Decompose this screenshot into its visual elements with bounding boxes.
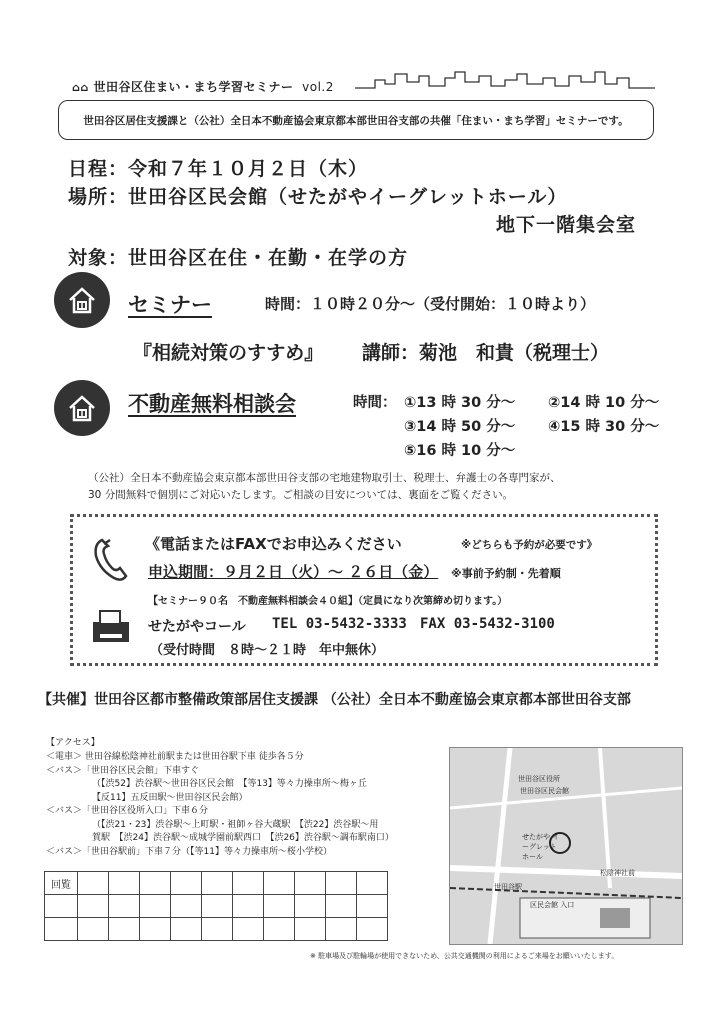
- apply-tel: TEL 03-5432-3333: [272, 616, 407, 632]
- access-map: [449, 747, 683, 945]
- consultation-note-line2: 30 分間無料で個別にご対応いたします。ご相談の目安については、裏面をご覧ください。: [88, 489, 514, 501]
- event-place: 場所：世田谷区民会館（せたがやイーグレットホール）: [68, 186, 568, 208]
- apply-period-note: ※事前予約制・先着順: [451, 567, 561, 580]
- slot-5: ⑤16 時 10 分～: [404, 443, 516, 459]
- apply-hours: （受付時間 ８時～２１時 年中無休）: [150, 643, 385, 658]
- access-title: 【アクセス】: [46, 738, 100, 748]
- header: [72, 78, 334, 95]
- seminar-time: 時間：１０時２０分～（受付開始：１０時より）: [265, 295, 596, 313]
- seminar-lecturer: 講師：菊池 和貴（税理士）: [362, 342, 610, 364]
- consultation-note-line1: （公社）全日本不動産協会東京都本部世田谷支部の宅地建物取引士、税理士、弁護士の各専門家が、: [88, 472, 561, 484]
- map-label: せたがや イーグレットホール: [522, 833, 560, 861]
- intro-box: [58, 100, 654, 140]
- consultation-house-icon: [54, 380, 110, 436]
- circulation-label: 回覧: [45, 872, 78, 895]
- header-vol: vol.2: [302, 80, 334, 94]
- map-roads: [450, 748, 682, 944]
- apply-period: 申込期間：９月２日（火）～ ２６日（金）: [148, 563, 439, 581]
- cohost: 【共催】世田谷区都市整備政策部居住支援課 （公社）全日本不動産協会東京都本部世田谷支部: [38, 692, 631, 708]
- house-icon: ⌂⌂: [72, 81, 89, 94]
- slot-3: ③14 時 50 分～: [404, 419, 516, 435]
- header-title: 世田谷区住まい・まち学習セミナー: [93, 80, 294, 94]
- access-line: ＜バス＞「世田谷区役所入口」下車６分: [46, 806, 209, 816]
- apply-heading: 《電話またはFAXでお申込みください: [145, 535, 402, 553]
- intro-text: 世田谷区居住支援課と（公社）全日本不動産協会東京都本部世田谷支部の共催「住まい・まち学習」セミナーです。: [83, 114, 629, 127]
- slot-2: ②14 時 10 分～: [548, 395, 660, 411]
- footer-note: ※ 駐車場及び駐輪場が使用できないため、公共交通機関の利用によるご来場をお願いいたします。: [310, 952, 619, 960]
- consultation-time-label: 時間：: [353, 395, 397, 411]
- apply-fax: FAX 03-5432-3100: [420, 616, 555, 632]
- consultation-title: 不動産無料相談会: [128, 392, 296, 416]
- map-label: 世田谷駅: [494, 883, 522, 891]
- consultation-note: [88, 470, 648, 504]
- apply-heading-note: ※どちらも予約が必要です》: [461, 539, 598, 551]
- access-line: ＜電車＞ 世田谷線松陰神社前駅または世田谷駅下車 徒歩各５分: [46, 752, 304, 762]
- phone-icon: [92, 536, 134, 582]
- slot-4: ④15 時 30 分～: [548, 419, 660, 435]
- seminar-theme: 『相続対策のすすめ』: [133, 342, 324, 364]
- map-label: 区民会館 入口: [530, 901, 575, 909]
- skyline-decoration: [355, 66, 655, 90]
- fax-icon: [91, 608, 131, 646]
- map-label: 松陰神社前: [600, 869, 635, 877]
- map-label: 世田谷区役所: [518, 775, 560, 783]
- map-label: 世田谷区民会館: [520, 787, 569, 795]
- access-lines: [46, 751, 448, 859]
- access-line: ＜バス＞「世田谷駅前」下車７分（【等11】等々力操車所～桜小学校）: [46, 846, 332, 857]
- apply-org: せたがやコール: [148, 619, 246, 635]
- access-line: 【反11】五反田駅～世田谷区民会館）: [92, 792, 248, 803]
- access-line: 賀駅 【渋24】渋谷駅～成城学園前駅西口 【渋26】渋谷駅～調布駅南口）: [92, 833, 394, 843]
- event-place-room: 地下一階集会室: [496, 214, 637, 236]
- event-date: 日程：令和７年１０月２日（木）: [68, 158, 369, 180]
- access-line: ＜バス＞「世田谷区民会館」下車すぐ: [46, 765, 200, 776]
- seminar-title: セミナー: [128, 293, 212, 317]
- apply-capacity: 【セミナー９０名 不動産無料相談会４０組】（定員になり次第締め切ります。）: [148, 596, 508, 607]
- event-target: 対象：世田谷区在住・在勤・在学の方: [68, 247, 409, 269]
- slot-1: ①13 時 30 分～: [404, 395, 516, 411]
- access-line: （【渋52】渋谷駅～世田谷区民会館 【等13】等々力操車所～梅ヶ丘: [92, 779, 367, 789]
- seminar-house-icon: [54, 272, 110, 328]
- circulation-grid: [44, 871, 388, 941]
- access-line: （【渋21・23】渋谷駅～上町駅・祖師ヶ谷大蔵駅 【渋22】渋谷駅～用: [92, 819, 379, 830]
